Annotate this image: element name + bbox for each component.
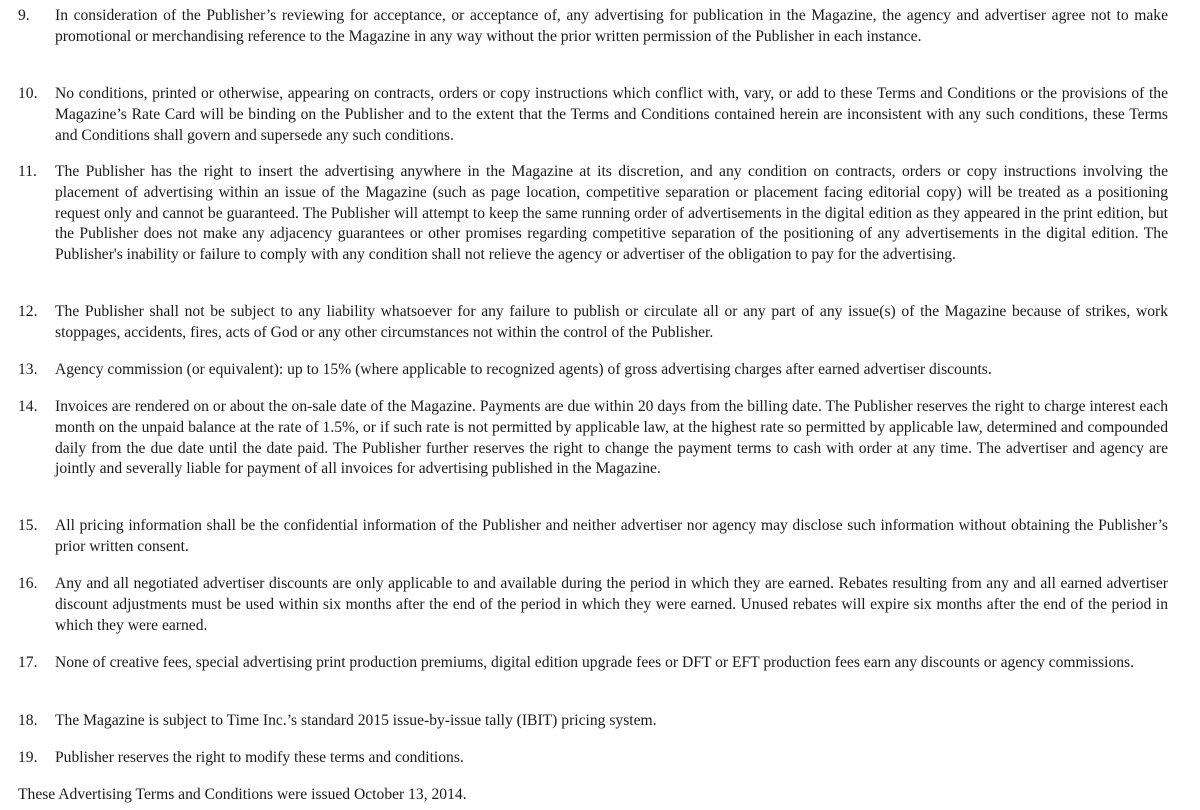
clause-number: 17. <box>18 654 38 671</box>
clause-number: 12. <box>18 303 38 320</box>
clause-number: 16. <box>18 575 38 592</box>
clause-text: No conditions, printed or otherwise, appearing on contracts, orders or copy instructions which conflict with, vary, or add to these Terms and Conditions or the provisions of the Magazine’s Rate Card will be binding on the Publisher and to the extent that the Terms and Conditions contained herein are inconsistent with any such conditions, these Terms and Conditions shall govern and supersede any such conditions. <box>55 85 1168 144</box>
clause-10 <box>18 84 1168 146</box>
clause-number: 14. <box>18 398 38 415</box>
clause-text: The Publisher has the right to insert the advertising anywhere in the Magazine at its discretion, and any condition on contracts, orders or copy instructions involving the placement of advertising within an issue of the Magazine (such as page location, competitive separation or placement facing editorial copy) will be treated as a positioning request only and cannot be guaranteed. The Publisher will attempt to keep the same running order of advertisements in the digital edition as they appeared in the print edition, but the Publisher does not make any adjacency guarantees or other promises regarding competitive separation of the positioning of any advertisements in the digital edition. The Publisher's inability or failure to comply with any condition shall not relieve the agency or advertiser of the obligation to pay for the advertising. <box>55 163 1168 264</box>
clause-number: 15. <box>18 517 38 534</box>
clause-13 <box>18 360 1168 381</box>
clause-text: All pricing information shall be the confidential information of the Publisher and neither advertiser nor agency may disclose such information without obtaining the Publisher’s prior written consent. <box>55 517 1168 555</box>
clause-text: In consideration of the Publisher’s reviewing for acceptance, or acceptance of, any advertising for publication in the Magazine, the agency and advertiser agree not to make promotional or merchandising reference to the Magazine in any way without the prior written permission of the Publisher in each instance. <box>55 7 1168 45</box>
clause-9 <box>18 6 1168 48</box>
clause-text: Agency commission (or equivalent): up to 15% (where applicable to recognized agents) of gross advertising charges after earned advertiser discounts. <box>55 361 992 378</box>
clause-19 <box>18 748 1168 769</box>
clause-16 <box>18 574 1168 636</box>
clause-number: 13. <box>18 361 38 378</box>
clause-14 <box>18 397 1168 480</box>
clause-17 <box>18 653 1168 674</box>
clause-number: 9. <box>18 7 30 24</box>
clause-number: 11. <box>18 163 37 180</box>
clause-12 <box>18 302 1168 344</box>
clause-number: 18. <box>18 712 38 729</box>
clause-text: None of creative fees, special advertising print production premiums, digital edition upgrade fees or DFT or EFT production fees earn any discounts or agency commissions. <box>55 654 1135 671</box>
clause-text: Publisher reserves the right to modify these terms and conditions. <box>55 749 464 766</box>
clause-15 <box>18 516 1168 558</box>
clause-number: 19. <box>18 749 38 766</box>
clause-11 <box>18 162 1168 266</box>
clause-text: The Publisher shall not be subject to any liability whatsoever for any failure to publish or circulate all or any part of any issue(s) of the Magazine because of strikes, work stoppages, accidents, fires, acts of God or any other circumstances not within the control of the Publisher. <box>55 303 1168 341</box>
clause-number: 10. <box>18 85 38 102</box>
clause-text: Any and all negotiated advertiser discounts are only applicable to and available during the period in which they are earned. Rebates resulting from any and all earned advertiser discount adjustments must be used within six months after the end of the period in which they were earned. Unused rebates will expire six months after the end of the period in which they were earned. <box>55 575 1168 634</box>
clause-18 <box>18 711 1168 732</box>
clause-text: The Magazine is subject to Time Inc.’s standard 2015 issue-by-issue tally (IBIT) pricing system. <box>55 712 657 729</box>
issued-date-note: These Advertising Terms and Conditions were issued October 13, 2014. <box>18 786 467 803</box>
clause-text: Invoices are rendered on or about the on-sale date of the Magazine. Payments are due within 20 days from the billing date. The Publisher reserves the right to charge interest each month on the unpaid balance at the rate of 1.5%, or if such rate is not permitted by applicable law, at the highest rate so permitted by applicable law, determined and compounded daily from the due date until the date paid. The Publisher further reserves the right to change the payment terms to cash with order at any time. The advertiser and agency are jointly and severally liable for payment of all invoices for advertising published in the Magazine. <box>55 398 1168 478</box>
